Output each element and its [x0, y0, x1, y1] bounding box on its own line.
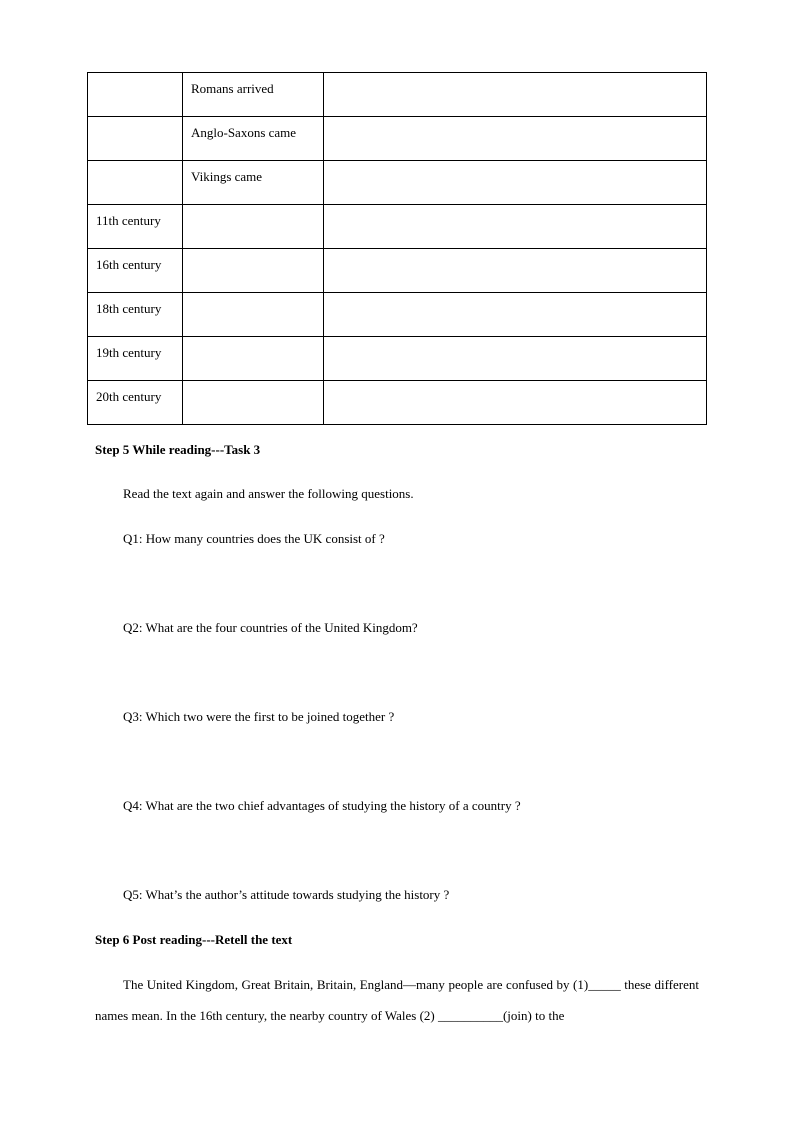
period-cell: 19th century — [88, 337, 183, 381]
retell-paragraph: The United Kingdom, Great Britain, Britain, England—many people are confused by (1)_____ these different names mean. In the 16th century, the nearby country of Wales (2) __________(join) to the — [95, 977, 699, 1023]
period-cell — [88, 161, 183, 205]
event-cell[interactable] — [183, 249, 324, 293]
event-cell: Anglo-Saxons came — [183, 117, 324, 161]
table-row — [88, 337, 707, 381]
notes-cell[interactable] — [324, 249, 707, 293]
period-cell: 11th century — [88, 205, 183, 249]
event-cell[interactable] — [183, 293, 324, 337]
step5-instruction: Read the text again and answer the following questions. — [123, 486, 414, 501]
table-row — [88, 205, 707, 249]
table-row — [88, 161, 707, 205]
table-row — [88, 249, 707, 293]
question-5: Q5: What’s the author’s attitude towards studying the history ? — [123, 887, 450, 902]
notes-cell[interactable] — [324, 293, 707, 337]
notes-cell[interactable] — [324, 381, 707, 425]
table-row — [88, 117, 707, 161]
event-cell[interactable] — [183, 337, 324, 381]
event-cell[interactable] — [183, 381, 324, 425]
event-cell: Romans arrived — [183, 73, 324, 117]
event-cell[interactable] — [183, 205, 324, 249]
period-cell — [88, 117, 183, 161]
period-cell: 20th century — [88, 381, 183, 425]
period-cell: 18th century — [88, 293, 183, 337]
table-row — [88, 293, 707, 337]
notes-cell[interactable] — [324, 337, 707, 381]
table-row — [88, 381, 707, 425]
period-cell — [88, 73, 183, 117]
event-cell: Vikings came — [183, 161, 324, 205]
notes-cell[interactable] — [324, 73, 707, 117]
step5-heading: Step 5 While reading---Task 3 — [95, 442, 261, 457]
notes-cell[interactable] — [324, 205, 707, 249]
notes-cell[interactable] — [324, 161, 707, 205]
period-cell: 16th century — [88, 249, 183, 293]
notes-cell[interactable] — [324, 117, 707, 161]
question-4: Q4: What are the two chief advantages of studying the history of a country ? — [123, 798, 521, 813]
question-1: Q1: How many countries does the UK consist of ? — [123, 531, 385, 546]
question-3: Q3: Which two were the first to be joined together ? — [123, 709, 395, 724]
step6-heading: Step 6 Post reading---Retell the text — [95, 932, 293, 947]
timeline-table — [87, 72, 707, 425]
question-2: Q2: What are the four countries of the United Kingdom? — [123, 620, 418, 635]
table-row — [88, 73, 707, 117]
